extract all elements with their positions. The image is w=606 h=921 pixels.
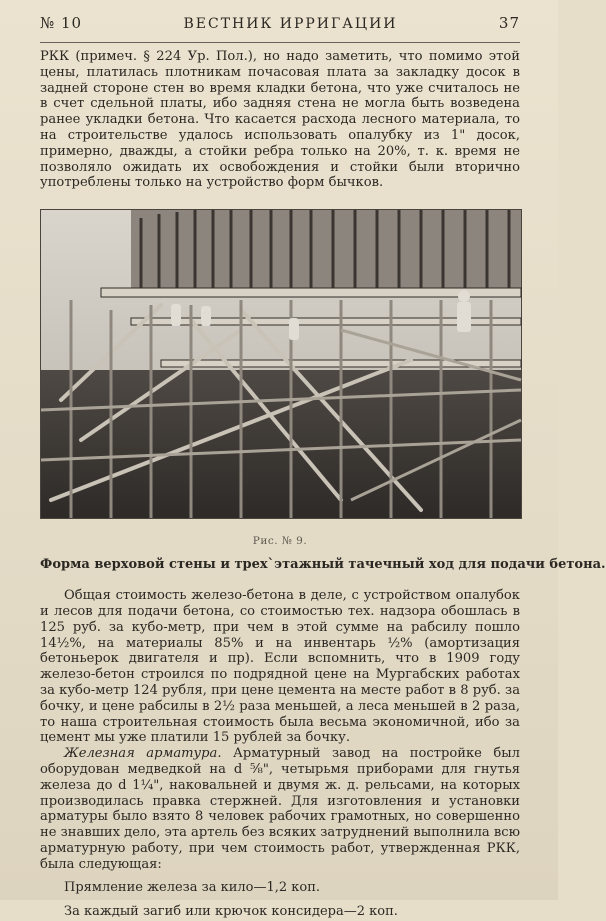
- page-number: 37: [498, 14, 520, 32]
- rate-straightening: Прямление железа за кило—1,2 коп.: [64, 879, 321, 895]
- construction-photo: [40, 209, 522, 519]
- paragraph-2: Общая стоимость железо-бетона в деле, с устройством опалубок и лесов для подачи бетона, со стоимостью тех. надзора обошлась в 125 руб. за кубо-метр, при чем в этой сумме на рабсилу пошло 14½%, на материалы 85% и на инвентарь ½% (амортизация бетоньерок двигателя и пр). Если вспомнить, что в 1909 году железо-бетон строился по подрядной цене на Мургабских работах за кубо-метр 124 рубля, при цене цемента на месте работ в 8 руб. за бочку, и цене рабсилы в 2½ раза меньшей, а леса меньшей в 2 раза, то наша строительная стоимость была весьма экономичной, ибо за цемент мы уже платили 15 рублей за бочку.: [40, 588, 520, 746]
- section-heading: Железная арматура.: [64, 746, 222, 762]
- issue-number: № 10: [40, 14, 83, 32]
- rate-bend: За каждый загиб или крючок консидера—2 коп.: [64, 903, 398, 919]
- page-header: [40, 0, 520, 43]
- paragraph-1: РКК (примеч. § 224 Ур. Пол.), но надо заметить, что помимо этой цены, платилась плотникам почасовая плата за закладку досок в задней стороне стен во время кладки бетона, что уже считалось не в счет сдельной платы, ибо задняя стена не могла быть возведена ранее укладки бетона. Что касается расхода лесного материала, то на строительстве удалось использовать опалубку из 1" досок, примерно, дважды, а стойки ребра только на 20%, т. к. время не позволяло ожидать их освобождения и стойки были вторично употреблены только на устройство форм бычков.: [40, 49, 520, 191]
- journal-title: ВЕСТНИК ИРРИГАЦИИ: [183, 16, 398, 32]
- paragraph-reinforcement: [40, 746, 520, 872]
- section-text: Арматурный завод на постройке был оборудован медведкой на d ⅝", четырьмя приборами для гнутья железа до d 1¼", наковальней и двумя ж. д. рельсами, на которых производилась правка стержней. Для изготовления и установки арматуры было взято 8 человек рабочих грамотных, но совершенно не знавших дело, эта артель без всяких затруднений выполнила всю арматурную работу, при чем стоимость работ, утвержденная РКК, была следующая:: [40, 746, 520, 872]
- figure-label: Рис. № 9.: [252, 535, 308, 548]
- figure-title: Форма верховой стены и трех`этажный тачечный ход для подачи бетона.: [40, 557, 606, 573]
